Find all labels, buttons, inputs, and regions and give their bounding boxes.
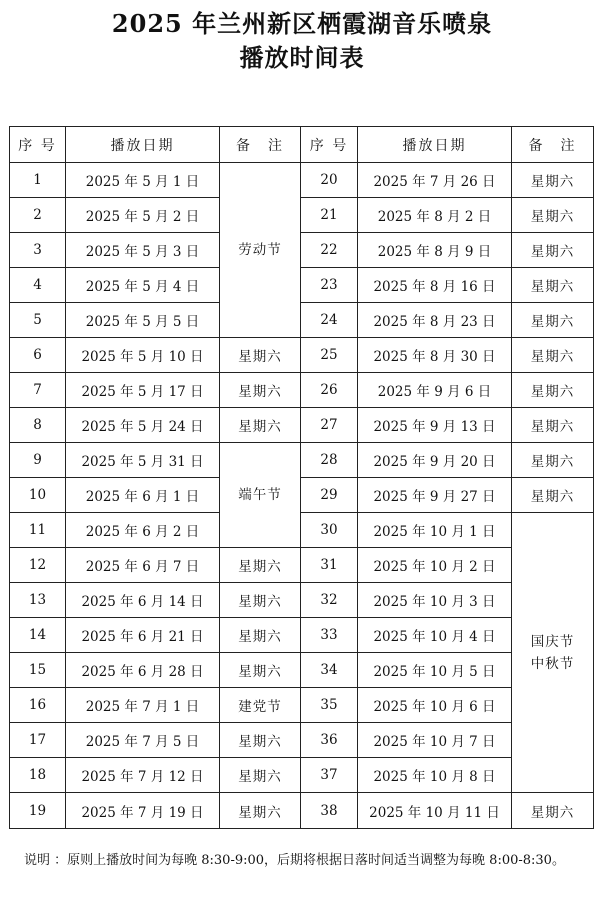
cell-note-2: 星期六 (512, 268, 594, 303)
cell-note-2: 星期六 (512, 198, 594, 233)
cell-no-2: 20 (301, 163, 358, 198)
cell-date: 2025 年 6 月 2 日 (66, 513, 220, 548)
cell-no: 1 (10, 163, 66, 198)
cell-no-2: 37 (301, 758, 358, 793)
cell-note-2: 星期六 (512, 443, 594, 478)
cell-date-2: 2025 年 10 月 4 日 (358, 618, 512, 653)
cell-no: 5 (10, 303, 66, 338)
cell-no-2: 33 (301, 618, 358, 653)
cell-no: 16 (10, 688, 66, 723)
cell-note-2: 星期六 (512, 163, 594, 198)
cell-date: 2025 年 6 月 28 日 (66, 653, 220, 688)
cell-date-2: 2025 年 9 月 13 日 (358, 408, 512, 443)
cell-date-2: 2025 年 10 月 5 日 (358, 653, 512, 688)
table-row (10, 303, 594, 338)
cell-note: 星期六 (220, 618, 301, 653)
footnote: 说明 ：原则上播放时间为每晚 8:30-9:00，后期将根据日落时间适当调整为每晚 8:00-8:30。 (24, 853, 565, 868)
cell-note: 星期六 (220, 723, 301, 758)
cell-no-2: 38 (301, 793, 358, 829)
header-note: 备 注 (220, 127, 301, 163)
cell-no: 3 (10, 233, 66, 268)
table-row (10, 618, 594, 653)
note-national-mid-autumn (512, 513, 594, 793)
cell-note: 星期六 (220, 548, 301, 583)
cell-no: 15 (10, 653, 66, 688)
table-row (10, 478, 594, 513)
cell-no: 10 (10, 478, 66, 513)
schedule-table (9, 126, 594, 829)
note-mid-autumn: 中秋节 (530, 655, 575, 672)
cell-no-2: 21 (301, 198, 358, 233)
header-note-2: 备 注 (512, 127, 594, 163)
cell-no: 19 (10, 793, 66, 829)
note-dragon-boat: 端午节 (220, 443, 301, 548)
table-row (10, 793, 594, 829)
cell-date-2: 2025 年 10 月 8 日 (358, 758, 512, 793)
table-row (10, 233, 594, 268)
cell-note-2: 星期六 (512, 373, 594, 408)
cell-date-2: 2025 年 8 月 2 日 (358, 198, 512, 233)
cell-date: 2025 年 7 月 12 日 (66, 758, 220, 793)
cell-note-2: 星期六 (512, 408, 594, 443)
cell-no-2: 26 (301, 373, 358, 408)
cell-note: 星期六 (220, 408, 301, 443)
cell-date: 2025 年 5 月 10 日 (66, 338, 220, 373)
cell-no-2: 30 (301, 513, 358, 548)
cell-note: 星期六 (220, 653, 301, 688)
cell-date: 2025 年 7 月 1 日 (66, 688, 220, 723)
cell-date-2: 2025 年 9 月 27 日 (358, 478, 512, 513)
cell-no-2: 23 (301, 268, 358, 303)
cell-date: 2025 年 7 月 5 日 (66, 723, 220, 758)
table-row (10, 408, 594, 443)
header-date-2: 播放日期 (358, 127, 512, 163)
cell-date-2: 2025 年 8 月 16 日 (358, 268, 512, 303)
cell-no-2: 31 (301, 548, 358, 583)
cell-no: 14 (10, 618, 66, 653)
header-no-2: 序 号 (301, 127, 358, 163)
cell-date: 2025 年 5 月 5 日 (66, 303, 220, 338)
cell-date-2: 2025 年 9 月 20 日 (358, 443, 512, 478)
cell-note-2: 星期六 (512, 303, 594, 338)
cell-no-2: 34 (301, 653, 358, 688)
cell-note: 星期六 (220, 758, 301, 793)
cell-date: 2025 年 6 月 7 日 (66, 548, 220, 583)
cell-no: 8 (10, 408, 66, 443)
table-row (10, 198, 594, 233)
cell-date-2: 2025 年 8 月 23 日 (358, 303, 512, 338)
cell-date: 2025 年 5 月 24 日 (66, 408, 220, 443)
table-row (10, 758, 594, 793)
cell-note: 星期六 (220, 793, 301, 829)
cell-note: 星期六 (220, 338, 301, 373)
cell-note: 星期六 (220, 583, 301, 618)
cell-note-2: 星期六 (512, 233, 594, 268)
table-header-row (10, 127, 594, 163)
cell-date: 2025 年 5 月 17 日 (66, 373, 220, 408)
cell-no-2: 27 (301, 408, 358, 443)
cell-note-2: 星期六 (512, 793, 594, 829)
table-row (10, 513, 594, 548)
document-title: 2025 年兰州新区栖霞湖音乐喷泉 (111, 9, 493, 38)
cell-date-2: 2025 年 7 月 26 日 (358, 163, 512, 198)
cell-no: 6 (10, 338, 66, 373)
note-national-day: 国庆节 (530, 633, 575, 650)
table-row (10, 723, 594, 758)
cell-no: 2 (10, 198, 66, 233)
cell-no: 13 (10, 583, 66, 618)
cell-date-2: 2025 年 8 月 30 日 (358, 338, 512, 373)
cell-date-2: 2025 年 10 月 11 日 (358, 793, 512, 829)
table-row (10, 443, 594, 478)
table-row (10, 338, 594, 373)
cell-date-2: 2025 年 10 月 3 日 (358, 583, 512, 618)
cell-no-2: 24 (301, 303, 358, 338)
cell-no: 18 (10, 758, 66, 793)
table-row (10, 688, 594, 723)
cell-date: 2025 年 5 月 2 日 (66, 198, 220, 233)
cell-date-2: 2025 年 8 月 9 日 (358, 233, 512, 268)
cell-date-2: 2025 年 9 月 6 日 (358, 373, 512, 408)
cell-no-2: 35 (301, 688, 358, 723)
cell-note: 建党节 (220, 688, 301, 723)
cell-date-2: 2025 年 10 月 7 日 (358, 723, 512, 758)
cell-no: 11 (10, 513, 66, 548)
cell-date-2: 2025 年 10 月 6 日 (358, 688, 512, 723)
cell-no-2: 22 (301, 233, 358, 268)
cell-no: 4 (10, 268, 66, 303)
cell-date: 2025 年 5 月 31 日 (66, 443, 220, 478)
table-row (10, 163, 594, 198)
cell-date: 2025 年 5 月 3 日 (66, 233, 220, 268)
cell-date: 2025 年 6 月 14 日 (66, 583, 220, 618)
cell-note-2: 星期六 (512, 338, 594, 373)
cell-date: 2025 年 6 月 1 日 (66, 478, 220, 513)
document-subtitle: 播放时间表 (239, 43, 365, 72)
cell-date: 2025 年 5 月 4 日 (66, 268, 220, 303)
cell-note-2: 星期六 (512, 478, 594, 513)
cell-note: 星期六 (220, 373, 301, 408)
cell-no: 9 (10, 443, 66, 478)
cell-no-2: 32 (301, 583, 358, 618)
header-no: 序 号 (10, 127, 66, 163)
cell-no-2: 36 (301, 723, 358, 758)
header-date: 播放日期 (66, 127, 220, 163)
cell-date-2: 2025 年 10 月 1 日 (358, 513, 512, 548)
cell-no-2: 25 (301, 338, 358, 373)
table-row (10, 268, 594, 303)
table-row (10, 583, 594, 618)
table-row (10, 373, 594, 408)
cell-date: 2025 年 6 月 21 日 (66, 618, 220, 653)
cell-date: 2025 年 5 月 1 日 (66, 163, 220, 198)
cell-no: 17 (10, 723, 66, 758)
cell-no: 12 (10, 548, 66, 583)
cell-date-2: 2025 年 10 月 2 日 (358, 548, 512, 583)
table-row (10, 548, 594, 583)
cell-date: 2025 年 7 月 19 日 (66, 793, 220, 829)
note-labor-day: 劳动节 (220, 163, 301, 338)
cell-no-2: 28 (301, 443, 358, 478)
cell-no-2: 29 (301, 478, 358, 513)
cell-no: 7 (10, 373, 66, 408)
table-row (10, 653, 594, 688)
